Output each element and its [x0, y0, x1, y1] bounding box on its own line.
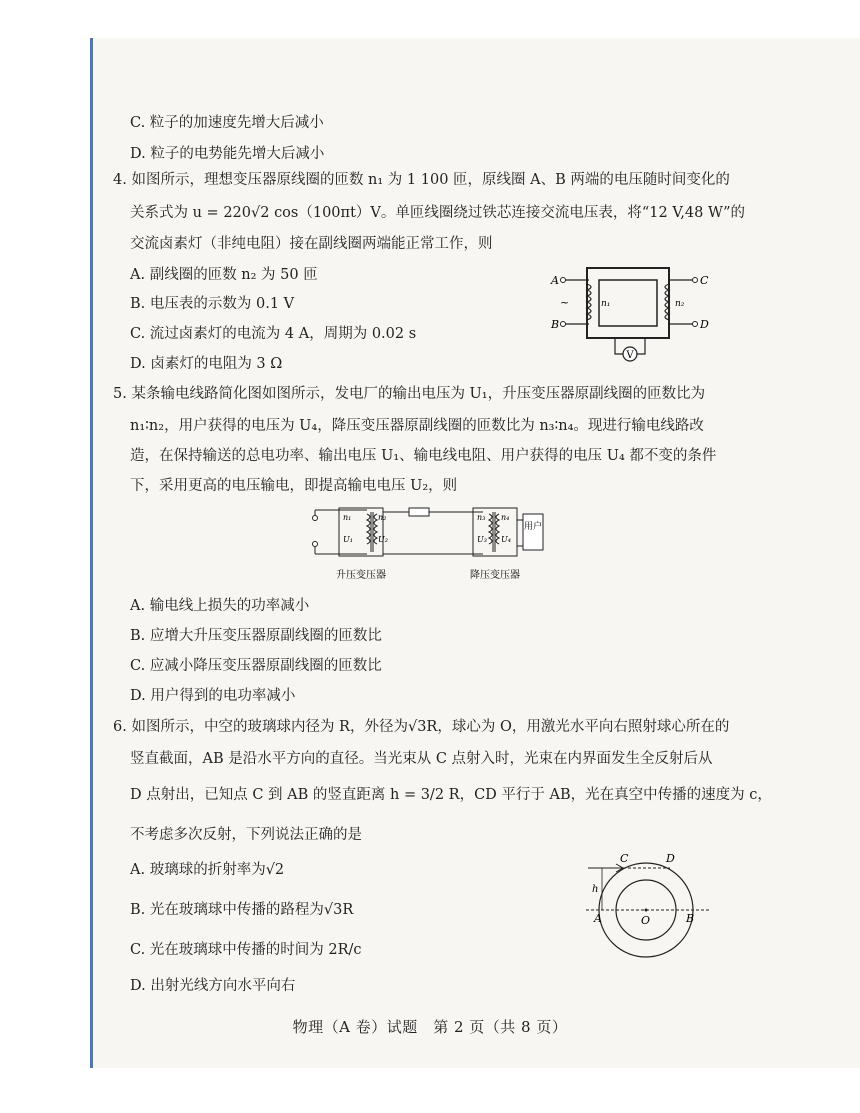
label-n1: n₁	[601, 299, 611, 309]
user-label: 用户	[523, 522, 543, 532]
step-down-label: 降压变压器	[470, 570, 520, 581]
prev-option-c: C. 粒子的加速度先增大后减小	[130, 115, 324, 131]
q5-option-a: A. 输电线上损失的功率减小	[130, 598, 310, 614]
label-n3: n₃	[477, 513, 486, 522]
q6-stem-line-4: 不考虑多次反射，下列说法正确的是	[130, 827, 362, 843]
label-b: B	[551, 318, 560, 331]
q4-stem-line-3: 交流卤素灯（非纯电阻）接在副线圈两端能正常工作，则	[130, 236, 493, 252]
q5-stem-line-2: n₁∶n₂，用户获得的电压为 U₄，降压变压器原副线圈的匝数比为 n₃∶n₄。现进行输电线路改	[130, 418, 704, 434]
q5-stem-line-1: 5. 某条输电线路简化图如图所示，发电厂的输出电压为 U₁，升压变压器原副线圈的匝数比为	[113, 386, 706, 402]
q6-stem-line-1: 6. 如图所示，中空的玻璃球内径为 R，外径为√3R，球心为 O，用激光水平向右照射球心所在的	[113, 719, 730, 735]
q5-option-d: D. 用户得到的电功率减小	[130, 688, 296, 704]
voltmeter-label: V	[626, 350, 634, 361]
label-b: B	[686, 912, 695, 925]
q4-option-d: D. 卤素灯的电阻为 3 Ω	[130, 356, 283, 372]
q5-option-c: C. 应减小降压变压器原副线圈的匝数比	[130, 658, 382, 674]
label-n2: n₂	[378, 513, 387, 522]
label-n2: n₂	[675, 299, 685, 309]
q4-option-b: B. 电压表的示数为 0.1 V	[130, 296, 295, 312]
q5-stem-line-4: 下，采用更高的电压输电，即提高输电电压 U₂，则	[130, 478, 458, 494]
prev-option-d: D. 粒子的电势能先增大后减小	[130, 146, 325, 162]
q4-stem-line-1: 4. 如图所示，理想变压器原线圈的匝数 n₁ 为 1 100 匝，原线圈 A、B 两端的电压随时间变化的	[113, 172, 730, 188]
q5-stem-line-3: 造，在保持输送的总电功率、输出电压 U₁、输电线电阻、用户获得的电压 U₄ 都不变的条件	[130, 448, 717, 464]
label-n1: n₁	[343, 513, 352, 522]
label-u1: U₁	[343, 535, 353, 544]
label-d: D	[700, 318, 709, 331]
q4-option-a: A. 副线圈的匝数 n₂ 为 50 匝	[130, 267, 318, 283]
label-u3: U₃	[477, 535, 487, 544]
label-a: A	[551, 274, 559, 287]
label-c: C	[620, 852, 629, 865]
q4-option-c: C. 流过卤素灯的电流为 4 A，周期为 0.02 s	[130, 326, 417, 342]
label-u2: U₂	[378, 535, 388, 544]
step-up-label: 升压变压器	[336, 570, 386, 581]
label-a: A	[594, 912, 602, 925]
label-c: C	[700, 274, 709, 287]
q5-transmission-figure	[305, 500, 545, 586]
q6-option-b: B. 光在玻璃球中传播的路程为√3R	[130, 902, 354, 918]
q6-option-c: C. 光在玻璃球中传播的时间为 2R/c	[130, 942, 362, 958]
q4-transformer-figure	[545, 258, 715, 368]
q6-option-a: A. 玻璃球的折射率为√2	[130, 862, 285, 878]
q5-option-b: B. 应增大升压变压器原副线圈的匝数比	[130, 628, 382, 644]
q6-glass-sphere-figure	[586, 848, 716, 978]
label-u4: U₄	[501, 535, 511, 544]
label-d: D	[666, 852, 675, 865]
q6-option-d: D. 出射光线方向水平向右	[130, 978, 296, 994]
page-footer: 物理（A 卷）试题 第 2 页（共 8 页）	[292, 1018, 568, 1036]
q6-stem-line-3: D 点射出，已知点 C 到 AB 的竖直距离 h = 3/2 R，CD 平行于 AB，光在真空中传播的速度为 c，	[130, 787, 772, 803]
q6-stem-line-2: 竖直截面，AB 是沿水平方向的直径。当光束从 C 点射入时，光束在内界面发生全反射后从	[130, 751, 713, 767]
label-o: O	[641, 914, 651, 927]
label-h: h	[592, 884, 599, 895]
label-n4: n₄	[501, 513, 510, 522]
ac-source-symbol: ~	[560, 296, 570, 309]
q4-stem-line-2: 关系式为 u = 220√2 cos（100πt）V。单匝线圈绕过铁芯连接交流电压表，将“12 V,48 W”的	[130, 205, 746, 221]
